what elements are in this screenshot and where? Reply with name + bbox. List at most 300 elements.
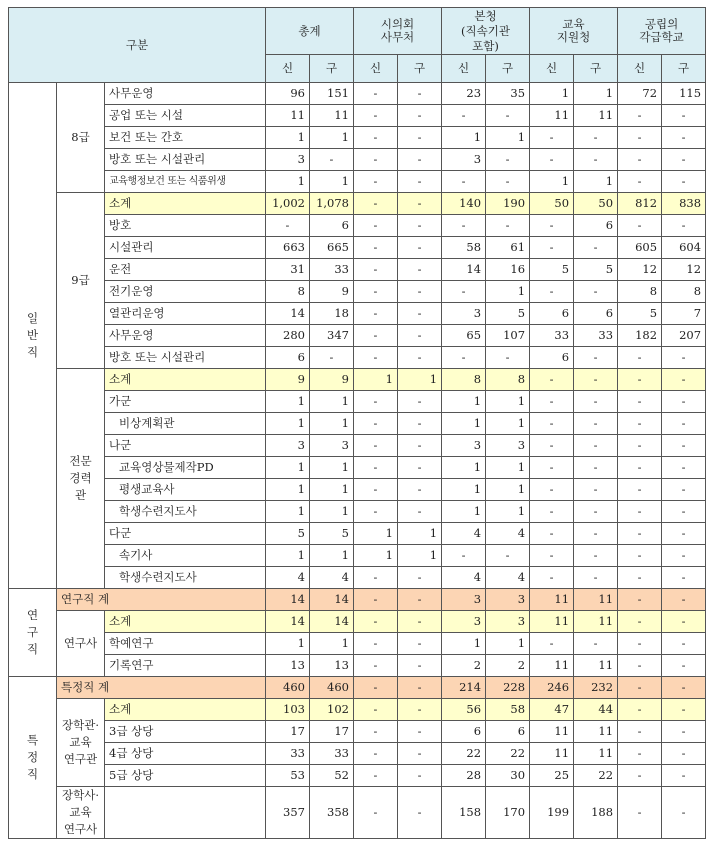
cell-value: - — [662, 655, 706, 677]
cell-value: 1 — [486, 479, 530, 501]
cell-value: - — [398, 215, 442, 237]
cell-value: 44 — [574, 699, 618, 721]
cell-value: - — [354, 193, 398, 215]
cell-value: 7 — [662, 303, 706, 325]
cell-value: - — [530, 457, 574, 479]
cell-value: 96 — [266, 83, 310, 105]
row-label: 비상계획관 — [105, 413, 266, 435]
cell-value: - — [662, 677, 706, 699]
cell-value: - — [442, 105, 486, 127]
group-grade9: 9급 — [57, 193, 105, 369]
cell-value: - — [398, 413, 442, 435]
cell-value: - — [662, 457, 706, 479]
cell-value: 1 — [574, 83, 618, 105]
cell-value: - — [618, 127, 662, 149]
table-row — [9, 545, 706, 567]
cell-value: 6 — [530, 303, 574, 325]
cell-value: - — [310, 149, 354, 171]
cell-value: 103 — [266, 699, 310, 721]
cell-value: - — [486, 545, 530, 567]
cell-value: 9 — [266, 369, 310, 391]
cell-value: 102 — [310, 699, 354, 721]
cell-value: 1 — [486, 281, 530, 303]
cell-value: - — [662, 215, 706, 237]
table-row — [9, 347, 706, 369]
row-label: 보건 또는 간호 — [105, 127, 266, 149]
cell-value: - — [354, 413, 398, 435]
cell-value: - — [398, 127, 442, 149]
header-new: 신 — [618, 55, 662, 83]
cell-value: - — [618, 545, 662, 567]
cell-value: 5 — [310, 523, 354, 545]
cell-value: 12 — [662, 259, 706, 281]
cell-value: - — [486, 149, 530, 171]
cell-value: - — [574, 127, 618, 149]
cell-value: - — [354, 347, 398, 369]
cell-value: 11 — [574, 611, 618, 633]
cell-value: 1 — [530, 83, 574, 105]
cell-value: - — [354, 787, 398, 839]
table-row — [9, 413, 706, 435]
cell-value: 1 — [310, 413, 354, 435]
cell-value: 23 — [442, 83, 486, 105]
row-label: 4급 상당 — [105, 743, 266, 765]
cell-value: 11 — [574, 743, 618, 765]
cell-value: - — [530, 567, 574, 589]
cell-value: - — [530, 391, 574, 413]
cell-value: - — [398, 699, 442, 721]
cell-value: - — [662, 787, 706, 839]
cell-value: - — [662, 699, 706, 721]
cell-value: 9 — [310, 281, 354, 303]
cell-value: - — [398, 457, 442, 479]
cell-value: 14 — [310, 589, 354, 611]
cell-value: - — [618, 215, 662, 237]
cell-value: - — [398, 611, 442, 633]
cell-value: 22 — [574, 765, 618, 787]
header-support-office: 교육 지원청 — [530, 8, 618, 55]
cell-value: - — [530, 237, 574, 259]
table-row — [9, 633, 706, 655]
cell-value: - — [618, 765, 662, 787]
cell-value: 13 — [310, 655, 354, 677]
cell-value: - — [354, 501, 398, 523]
table-row — [9, 391, 706, 413]
cell-value: - — [442, 281, 486, 303]
cell-value: 1 — [486, 127, 530, 149]
row-label: 교육행정보건 또는 식품위생 — [105, 171, 266, 193]
row-label: 학생수련지도사 — [105, 567, 266, 589]
cell-value: 11 — [530, 743, 574, 765]
cell-value: 3 — [442, 303, 486, 325]
cell-value: - — [574, 523, 618, 545]
cell-value: 1 — [574, 171, 618, 193]
cell-value: 1 — [442, 479, 486, 501]
cell-value: 1 — [266, 457, 310, 479]
cell-value: 2 — [442, 655, 486, 677]
cell-value: - — [486, 215, 530, 237]
cell-value: 190 — [486, 193, 530, 215]
cell-value: 3 — [442, 149, 486, 171]
cell-value: - — [398, 721, 442, 743]
table-row — [9, 479, 706, 501]
row-label: 기록연구 — [105, 655, 266, 677]
cell-value: 8 — [442, 369, 486, 391]
cell-value: 1 — [266, 127, 310, 149]
cell-value: - — [574, 347, 618, 369]
table-row — [9, 215, 706, 237]
cell-value: 11 — [574, 655, 618, 677]
cell-value: - — [662, 545, 706, 567]
cell-value: 56 — [442, 699, 486, 721]
cell-value: 50 — [530, 193, 574, 215]
cell-value: - — [354, 83, 398, 105]
cell-value: 8 — [618, 281, 662, 303]
cell-value: 50 — [574, 193, 618, 215]
header-old: 구 — [310, 55, 354, 83]
cell-value: 199 — [530, 787, 574, 839]
cell-value: - — [354, 677, 398, 699]
cell-value: 18 — [310, 303, 354, 325]
cell-value: 11 — [530, 611, 574, 633]
table-row — [9, 127, 706, 149]
cell-value: 3 — [310, 435, 354, 457]
cell-value: - — [398, 391, 442, 413]
header-total: 총계 — [266, 8, 354, 55]
cell-value: - — [398, 633, 442, 655]
cell-value: 358 — [310, 787, 354, 839]
row-label: 시설관리 — [105, 237, 266, 259]
cell-value: 14 — [266, 303, 310, 325]
cell-value: - — [398, 347, 442, 369]
cell-value: 1 — [266, 479, 310, 501]
cell-value: 65 — [442, 325, 486, 347]
cell-value: - — [530, 369, 574, 391]
cell-value: 72 — [618, 83, 662, 105]
cell-value: 11 — [574, 105, 618, 127]
cell-value: - — [574, 501, 618, 523]
cell-value: - — [530, 215, 574, 237]
cell-value: 246 — [530, 677, 574, 699]
group-special: 특정직 — [9, 677, 57, 839]
cell-value: 1 — [398, 523, 442, 545]
cell-value: - — [530, 633, 574, 655]
cell-value: 11 — [530, 589, 574, 611]
cell-value: 4 — [442, 567, 486, 589]
cell-value: 58 — [442, 237, 486, 259]
cell-value: 6 — [266, 347, 310, 369]
cell-value: 4 — [266, 567, 310, 589]
cell-value: 1 — [310, 501, 354, 523]
cell-value: 1 — [442, 501, 486, 523]
cell-value: - — [618, 413, 662, 435]
cell-value: - — [662, 435, 706, 457]
cell-value: 33 — [310, 259, 354, 281]
cell-value: - — [574, 567, 618, 589]
cell-value: 1 — [442, 633, 486, 655]
cell-value: - — [618, 633, 662, 655]
cell-value: - — [662, 721, 706, 743]
row-label: 3급 상당 — [105, 721, 266, 743]
cell-value: 11 — [530, 721, 574, 743]
cell-value: - — [398, 787, 442, 839]
cell-value: - — [618, 677, 662, 699]
group-grade8: 8급 — [57, 83, 105, 193]
table-row — [9, 567, 706, 589]
cell-value: 14 — [442, 259, 486, 281]
group-supervisor: 장학관· 교육 연구관 — [57, 699, 105, 787]
group-general: 일반직 — [9, 83, 57, 589]
row-label: 학예연구 — [105, 633, 266, 655]
cell-value: - — [574, 479, 618, 501]
table-row — [9, 237, 706, 259]
cell-value: - — [618, 655, 662, 677]
cell-value: 8 — [266, 281, 310, 303]
cell-value: 1 — [310, 479, 354, 501]
cell-value: 1 — [310, 633, 354, 655]
row-label: 전기운영 — [105, 281, 266, 303]
cell-value: - — [442, 171, 486, 193]
cell-value: 5 — [486, 303, 530, 325]
cell-value: 52 — [310, 765, 354, 787]
row-label: 다군 — [105, 523, 266, 545]
cell-value: 11 — [530, 105, 574, 127]
row-label: 방호 — [105, 215, 266, 237]
cell-value: 6 — [530, 347, 574, 369]
cell-value: 11 — [530, 655, 574, 677]
cell-value: 605 — [618, 237, 662, 259]
row-label: 가군 — [105, 391, 266, 413]
cell-value: - — [530, 501, 574, 523]
cell-value: 12 — [618, 259, 662, 281]
cell-value: - — [398, 281, 442, 303]
cell-value: - — [662, 105, 706, 127]
cell-value: - — [398, 105, 442, 127]
row-label: 특정직 계 — [57, 677, 266, 699]
cell-value: - — [662, 479, 706, 501]
cell-value: - — [662, 611, 706, 633]
cell-value: 665 — [310, 237, 354, 259]
cell-value: - — [398, 193, 442, 215]
cell-value: - — [574, 237, 618, 259]
table-row — [9, 281, 706, 303]
row-label: 나군 — [105, 435, 266, 457]
cell-value: - — [398, 501, 442, 523]
cell-value: - — [618, 105, 662, 127]
header-category: 구분 — [9, 8, 266, 83]
cell-value: 1 — [442, 457, 486, 479]
cell-value: 1,078 — [310, 193, 354, 215]
cell-value: - — [618, 523, 662, 545]
cell-value: - — [574, 435, 618, 457]
cell-value: - — [662, 347, 706, 369]
header-public-schools: 공립의 각급학교 — [618, 8, 706, 55]
cell-value: - — [618, 369, 662, 391]
cell-value: - — [618, 501, 662, 523]
cell-value: 604 — [662, 237, 706, 259]
row-label: 학생수련지도사 — [105, 501, 266, 523]
cell-value: 3 — [266, 435, 310, 457]
cell-value: - — [354, 303, 398, 325]
cell-value: 4 — [442, 523, 486, 545]
cell-value: - — [398, 325, 442, 347]
header-old: 구 — [574, 55, 618, 83]
cell-value: 1 — [442, 127, 486, 149]
cell-value: 1 — [310, 457, 354, 479]
row-label: 공업 또는 시설 — [105, 105, 266, 127]
cell-value: - — [398, 83, 442, 105]
cell-value: - — [618, 787, 662, 839]
cell-value: - — [530, 545, 574, 567]
group-researcher: 연구사 — [57, 611, 105, 677]
cell-value: - — [530, 281, 574, 303]
cell-value: 460 — [310, 677, 354, 699]
cell-value: 9 — [310, 369, 354, 391]
cell-value: 1 — [354, 523, 398, 545]
cell-value: - — [662, 765, 706, 787]
cell-value: 16 — [486, 259, 530, 281]
cell-value: 3 — [486, 589, 530, 611]
cell-value: 25 — [530, 765, 574, 787]
cell-value: - — [442, 215, 486, 237]
cell-value: 14 — [266, 611, 310, 633]
cell-value: - — [354, 611, 398, 633]
cell-value: - — [354, 259, 398, 281]
row-label: 열관리운영 — [105, 303, 266, 325]
cell-value: - — [530, 413, 574, 435]
cell-value: 838 — [662, 193, 706, 215]
cell-value: - — [618, 589, 662, 611]
cell-value: - — [398, 589, 442, 611]
staffing-table — [8, 7, 706, 839]
row-label: 방호 또는 시설관리 — [105, 347, 266, 369]
cell-value: - — [398, 303, 442, 325]
cell-value: - — [486, 347, 530, 369]
cell-value: 5 — [618, 303, 662, 325]
cell-value: - — [618, 743, 662, 765]
cell-value: - — [662, 523, 706, 545]
cell-value: 1,002 — [266, 193, 310, 215]
row-label: 방호 또는 시설관리 — [105, 149, 266, 171]
cell-value: 663 — [266, 237, 310, 259]
cell-value: - — [618, 435, 662, 457]
cell-value: - — [574, 413, 618, 435]
cell-value: 1 — [310, 127, 354, 149]
cell-value: 3 — [486, 435, 530, 457]
cell-value: 6 — [574, 303, 618, 325]
header-old: 구 — [398, 55, 442, 83]
cell-value: - — [662, 391, 706, 413]
table-row — [9, 721, 706, 743]
table-row — [9, 589, 706, 611]
cell-value: - — [398, 237, 442, 259]
cell-value: - — [530, 435, 574, 457]
cell-value: - — [574, 457, 618, 479]
cell-value: - — [618, 567, 662, 589]
cell-value: 17 — [266, 721, 310, 743]
cell-value: - — [354, 567, 398, 589]
cell-value: 1 — [486, 633, 530, 655]
header-main-office: 본청 (직속기관 포함) — [442, 8, 530, 55]
table-row — [9, 523, 706, 545]
cell-value: 4 — [310, 567, 354, 589]
cell-value: - — [354, 633, 398, 655]
cell-value: 3 — [486, 611, 530, 633]
table-row — [9, 171, 706, 193]
cell-value: - — [354, 721, 398, 743]
cell-value: - — [354, 127, 398, 149]
cell-value: 1 — [354, 545, 398, 567]
table-row — [9, 743, 706, 765]
cell-value: 6 — [574, 215, 618, 237]
cell-value: 1 — [530, 171, 574, 193]
cell-value: - — [662, 567, 706, 589]
cell-value: 1 — [266, 391, 310, 413]
cell-value: 1 — [398, 369, 442, 391]
cell-value: - — [662, 413, 706, 435]
cell-value: 31 — [266, 259, 310, 281]
cell-value: - — [662, 589, 706, 611]
cell-value: 33 — [530, 325, 574, 347]
cell-value: 280 — [266, 325, 310, 347]
cell-value: 11 — [574, 589, 618, 611]
cell-value: 1 — [486, 391, 530, 413]
row-label: 소계 — [105, 369, 266, 391]
cell-value: 8 — [662, 281, 706, 303]
cell-value: - — [398, 765, 442, 787]
cell-value: 460 — [266, 677, 310, 699]
cell-value: - — [398, 567, 442, 589]
cell-value: 22 — [442, 743, 486, 765]
cell-value: - — [618, 721, 662, 743]
cell-value: - — [530, 149, 574, 171]
cell-value: 14 — [266, 589, 310, 611]
cell-value: - — [486, 171, 530, 193]
cell-value: - — [354, 391, 398, 413]
cell-value: 11 — [266, 105, 310, 127]
cell-value: - — [354, 479, 398, 501]
table-row — [9, 149, 706, 171]
cell-value: 1 — [486, 413, 530, 435]
cell-value: - — [354, 699, 398, 721]
cell-value: 107 — [486, 325, 530, 347]
cell-value: 812 — [618, 193, 662, 215]
cell-value: - — [574, 149, 618, 171]
cell-value: - — [662, 743, 706, 765]
cell-value: - — [530, 479, 574, 501]
cell-value: - — [354, 215, 398, 237]
cell-value: 13 — [266, 655, 310, 677]
cell-value: 232 — [574, 677, 618, 699]
cell-value: - — [618, 347, 662, 369]
header-new: 신 — [354, 55, 398, 83]
table-row — [9, 105, 706, 127]
table-row — [9, 369, 706, 391]
header-new: 신 — [266, 55, 310, 83]
cell-value: 61 — [486, 237, 530, 259]
table-row — [9, 611, 706, 633]
cell-value: - — [354, 325, 398, 347]
cell-value: - — [618, 391, 662, 413]
cell-value: 1 — [486, 501, 530, 523]
table-row — [9, 303, 706, 325]
row-label: 소계 — [105, 611, 266, 633]
cell-value: - — [662, 149, 706, 171]
cell-value: - — [266, 215, 310, 237]
cell-value: 17 — [310, 721, 354, 743]
header-council: 시의회 사무처 — [354, 8, 442, 55]
cell-value: - — [354, 105, 398, 127]
